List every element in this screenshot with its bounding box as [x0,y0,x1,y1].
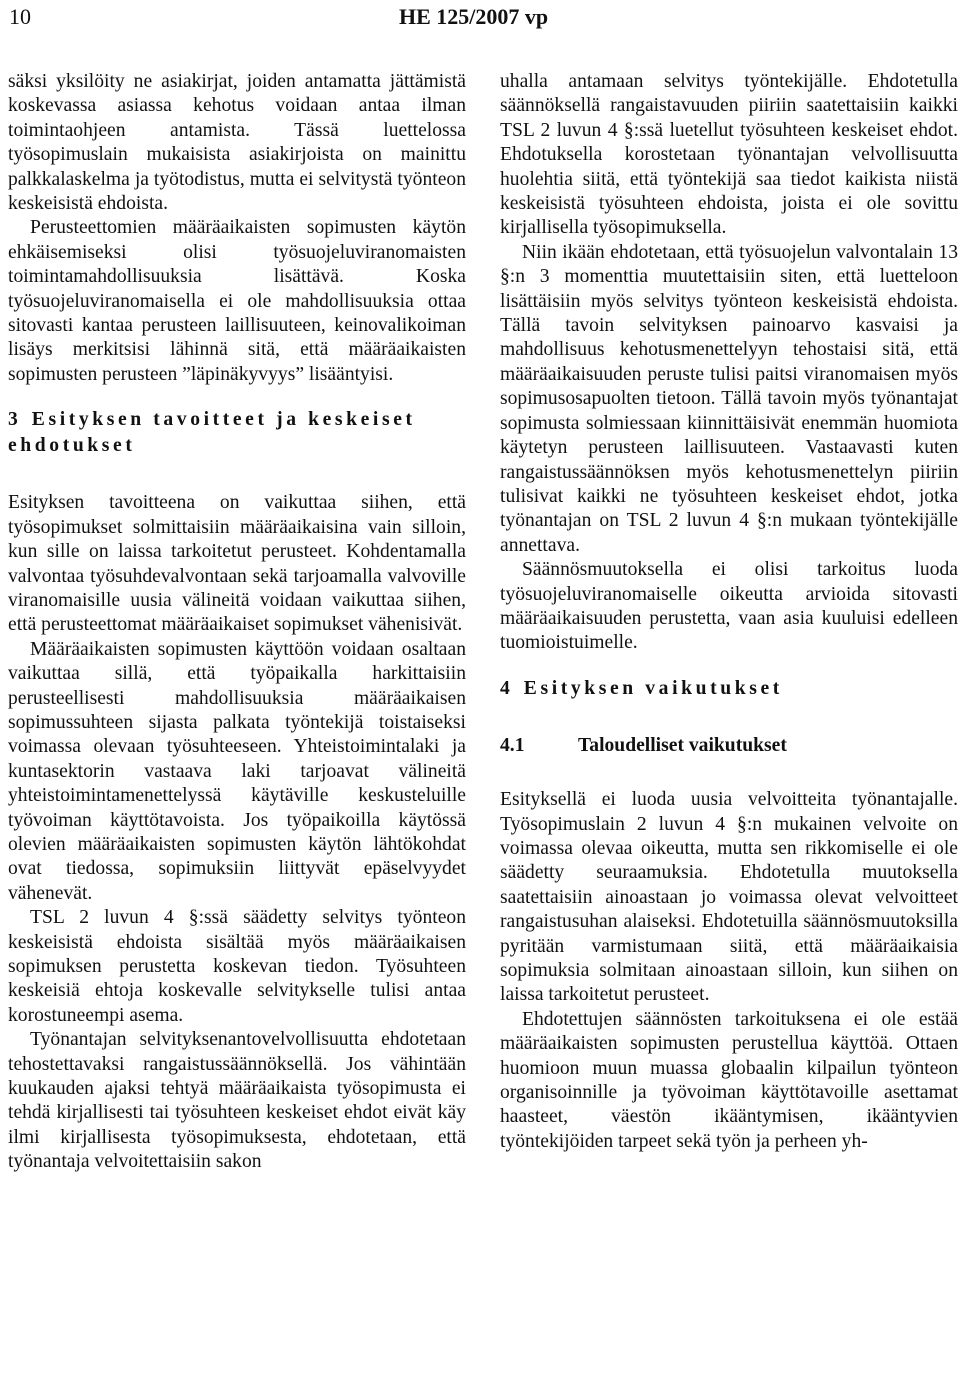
section-title: Esityksen vaikutukset [523,677,783,699]
page-header [9,2,950,32]
paragraph: Ehdotettujen säännösten tarkoituksena ei ole estää määräaikaisten sopimusten perustellua käyttöä. Ottaen huomioon muun muassa globaalin kilpailun työnteon organisoinnille ja työvoiman käyttötavoille asettamat haasteet, väestön ikääntymisen, ikääntyvien työntekijöiden tarpeet sekä työn ja perheen yh- [500,1008,958,1152]
section-number: 3 [8,409,18,431]
paragraph: Työnantajan selvityksenantovelvollisuutta ehdotetaan tehostettavaksi rangaistussäännöksellä. Jos vähintään kuukauden ajaksi tehtyä määräaikaista työsopimusta ei tehdä kirjallisesti tai työsuhteen keskeiset ehdot eivät käy ilmi kirjallisesta työsopimuksesta, ehdotetaan, että työnantaja velvoitettaisiin sakon [8,1029,466,1173]
subsection-heading-4-1 [500,734,958,758]
paragraph: Esityksen tavoitteena on vaikuttaa siihen, että työsopimukset solmittaisiin määräaikaisina vain silloin, kun sille on laissa tarkoitetut perusteet. Kohdentamalla valvontaa työsuhdevalvontaan sekä tarjoamalla valvoville viranomaisille uusia välineitä voidaan vaikuttaa siihen, että perusteettomat määräaikaiset sopimukset vähenisivät. [8,492,466,636]
subsection-number: 4.1 [500,734,525,756]
document-id: HE 125/2007 vp [399,4,549,29]
subsection-title: Taloudelliset vaikutukset [578,734,787,756]
section-heading-4 [500,676,958,702]
page-number: 10 [9,4,31,29]
paragraph: Perusteettomien määräaikaisten sopimusten käytön ehkäisemiseksi olisi työsuojeluviranomaisten toimintamahdollisuuksia lisättävä. Koska työsuojeluviranomaisella ei ole mahdollisuuksia ottaa sitovasti kantaa perusteen laillisuuteen, keinovalikoiman lisäys merkitsisi lähinnä sitä, että määräaikaisten sopimusten perusteen ”läpinäkyvyys” lisääntyisi. [8,217,466,385]
paragraph: TSL 2 luvun 4 §:ssä säädetty selvitys työnteon keskeisistä ehdoista sisältää myös määräaikaisen sopimuksen perustetta koskevan tiedon. Työsuhteen keskeisiä ehtoja koskevalle selvitykselle tulisi antaa korostuneempi asema. [8,907,466,1026]
left-column [8,70,466,1175]
paragraph: säksi yksilöity ne asiakirjat, joiden antamatta jättämistä koskevassa asiassa kehotus voidaan antaa ilman toimintaohjeen antamista. Tässä luettelossa työsopimuslain mukaisista asiakirjoista on mainittu palkkalaskelma ja työtodistus, mutta ei selvitystä työnteon keskeisistä ehdoista. [8,71,466,215]
section-number: 4 [500,677,510,699]
paragraph: Määräaikaisten sopimusten käyttöön voidaan osaltaan vaikuttaa sillä, että työpaikalla harkittaisiin perusteellisesti mahdollisuuksia määräaikaisen sopimussuhteen sijasta palkata työntekijä toistaiseksi voimassa olevaan työsuhteeseen. Yhteistoimintalaki ja kuntasektorin vastaava laki tarjoavat välineitä yhteistoimintamenettelyssä käytäville keskusteluille työvoiman käyttötavoista. Jos työpaikoilla käytössä olevien määräaikaisten sopimusten käytön lähtökohdat ovat tiedossa, sopimuksiin liittyvät epäselvyydet vähenevät. [8,638,466,904]
paragraph: uhalla antamaan selvitys työntekijälle. Ehdotetulla säännöksellä rangaistavuuden piiriin saatettaisiin kaikki TSL 2 luvun 4 §:ssä luetellut työsuhteen keskeiset ehdot. Ehdotuksella korostetaan työnantajan velvollisuutta huolehtia siitä, että työntekijä saa tiedot kaikista niistä keskeisistä työsuhteen ehdoista, joista ei ole sovittu kirjallisella työsopimuksella. [500,71,958,239]
section-heading-3 [8,407,466,459]
paragraph: Säännösmuutoksella ei olisi tarkoitus luoda työsuojeluviranomaiselle oikeutta arvioida sitovasti määräaikaisuuden perustetta, vaan asia kuuluisi edelleen tuomioistuimelle. [500,559,958,654]
paragraph: Niin ikään ehdotetaan, että työsuojelun valvontalain 13 §:n 3 momenttia muutettaisiin siten, että luetteloon lisättäisiin myös selvitys työnteon keskeisistä ehdoista. Tällä tavoin selvityksen painoarvo kasvaisi ja mahdollisuus kehotusmenettelyyn tehostaisi sitä, että määräaikaisuuden peruste tulisi paitsi viranomaisen myös sopimusosapuolten tietoon. Tällä tavoin myös työnantajat sopimusta solmiessaan kiinnittäisivät enemmän huomiota käytetyn perusteen laillisuuteen. Vastaavasti kuten rangaistussäännöksen myös kehotusmenettelyn piiriin tulisivat kaikki ne työsuhteen keskeiset ehdot, jotka työnantajan on TSL 2 luvun 4 §:n mukaan työntekijälle annettava. [500,241,958,556]
paragraph: Esityksellä ei luoda uusia velvoitteita työnantajalle. Työsopimuslain 2 luvun 4 §:n mukainen velvoite on voimassa olevaa oikeutta, mutta sen rikkomiselle ei ole säädetty seuraamuksia. Ehdotetulla muutoksella saatettaisiin ainoastaan jo voimassa olevat velvoitteet rangaistusuhan alaiseksi. Ehdotetuilla säännösmuutoksilla pyritään varmistumaan siitä, että määräaikaisia sopimuksia solmitaan ainoastaan silloin, kun siihen on laissa tarkoitetut perusteet. [500,789,958,1006]
right-column [500,70,958,1154]
section-title: Esityksen tavoitteet ja keskeiset ehdotukset [8,409,416,457]
